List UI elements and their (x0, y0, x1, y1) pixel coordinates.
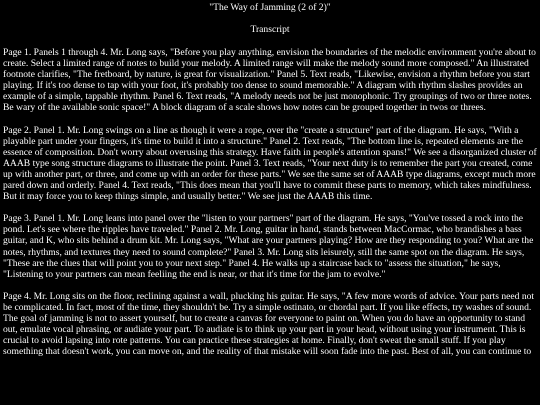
document-title: "The Way of Jamming (2 of 2)" (209, 2, 331, 13)
document-subtitle: Transcript (250, 24, 290, 35)
transcript-paragraph-page-3: Page 3. Panel 1. Mr. Long leans into panel over the "listen to your partners" part of the diagram. He says, "You've tossed a rock into the pond. Let's see where the ripples have traveled." Panel 2. Mr. Long, guitar in hand, stands between MacCormac, who brandishes a bass guitar, and K, who sits behind a drum kit. Mr. Long says, "What are your partners playing? How are they responding to you? What are the notes, rhythms, and textures they need to sound complete?" Panel 3. Mr. Long sits leisurely, still the same spot on the diagram. He says, "These are the clues that will point you to your next step." Panel 4. He walks up a staircase back to "assess the situation," he says, "Listening to your partners can mean feeliing the end is near, or that it's time for the jam to evolve." (3, 213, 534, 280)
transcript-paragraph-page-4: Page 4. Mr. Long sits on the floor, reclining against a wall, plucking his guitar. He says, "A few more words of advice. Your parts need not be complicated. In fact, most of the time, they shouldn't be. Try a simple ostinato, or chordal part. If you like effects, try washes of sound. The goal of jamming is not to assert yourself, but to create a canvas for everyone to paint on. When you do have an opportunity to stand out, emulate vocal phrasing, or audiate your part. To audiate is to think up your part in your head, without using your instrument. This is crucial to avoid lapsing into rote patterns. You can practice these strategies at home. Finally, don't sweat the small stuff. If you play something that doesn't work, you can move on, and the reality of that mistake will soon fade into the past. Best of all, you can continue to (3, 290, 535, 358)
transcript-paragraph-page-1: Page 1. Panels 1 through 4. Mr. Long says, "Before you play anything, envision the boundaries of the melodic environment you're about to create. Select a limited range of notes to build your melody. A limited range will make the melody sound more composed." An illustrated footnote clarifies, "The fretboard, by nature, is great for visualization." Panel 5. Text reads, "Likewise, envision a rhythm before you start playing. If it's too dense to tap with your foot, it's probably too dense to sound memorable." A diagram with rhythm slashes provides an example of a simple, tappable rhythm. Panel 6. Text reads, "A melody needs not be just monophonic. Try groupings of two or three notes. Be wary of the available sonic space!" A block diagram of a scale shows how notes can be grouped together in twos or threes. (3, 47, 536, 114)
transcript-paragraph-page-2: Page 2. Panel 1. Mr. Long swings on a line as though it were a rope, over the "create a structure" part of the diagram. He says, "With a playable part under your fingers, it's time to build it into a structure." Panel 2. Text reads, "The bottom line is, repeated elements are the essence of composition. Don't worry about overusing this strategy. Have faith in people's attention spans!" We see a disorganized cluster of AAAB type song structure diagrams to illustrate the point. Panel 3. Text reads, "Your next duty is to remember the part you created, come up with another part, or three, and come up with an order for these parts." We see the same set of AAAB type diagrams, except much more pared down and orderly. Panel 4. Text reads, "This does mean that you'll have to commit these parts to memory, which takes mindfulness. But it may force you to keep things simple, and usually better." We see just the AAAB this time. (3, 124, 537, 203)
